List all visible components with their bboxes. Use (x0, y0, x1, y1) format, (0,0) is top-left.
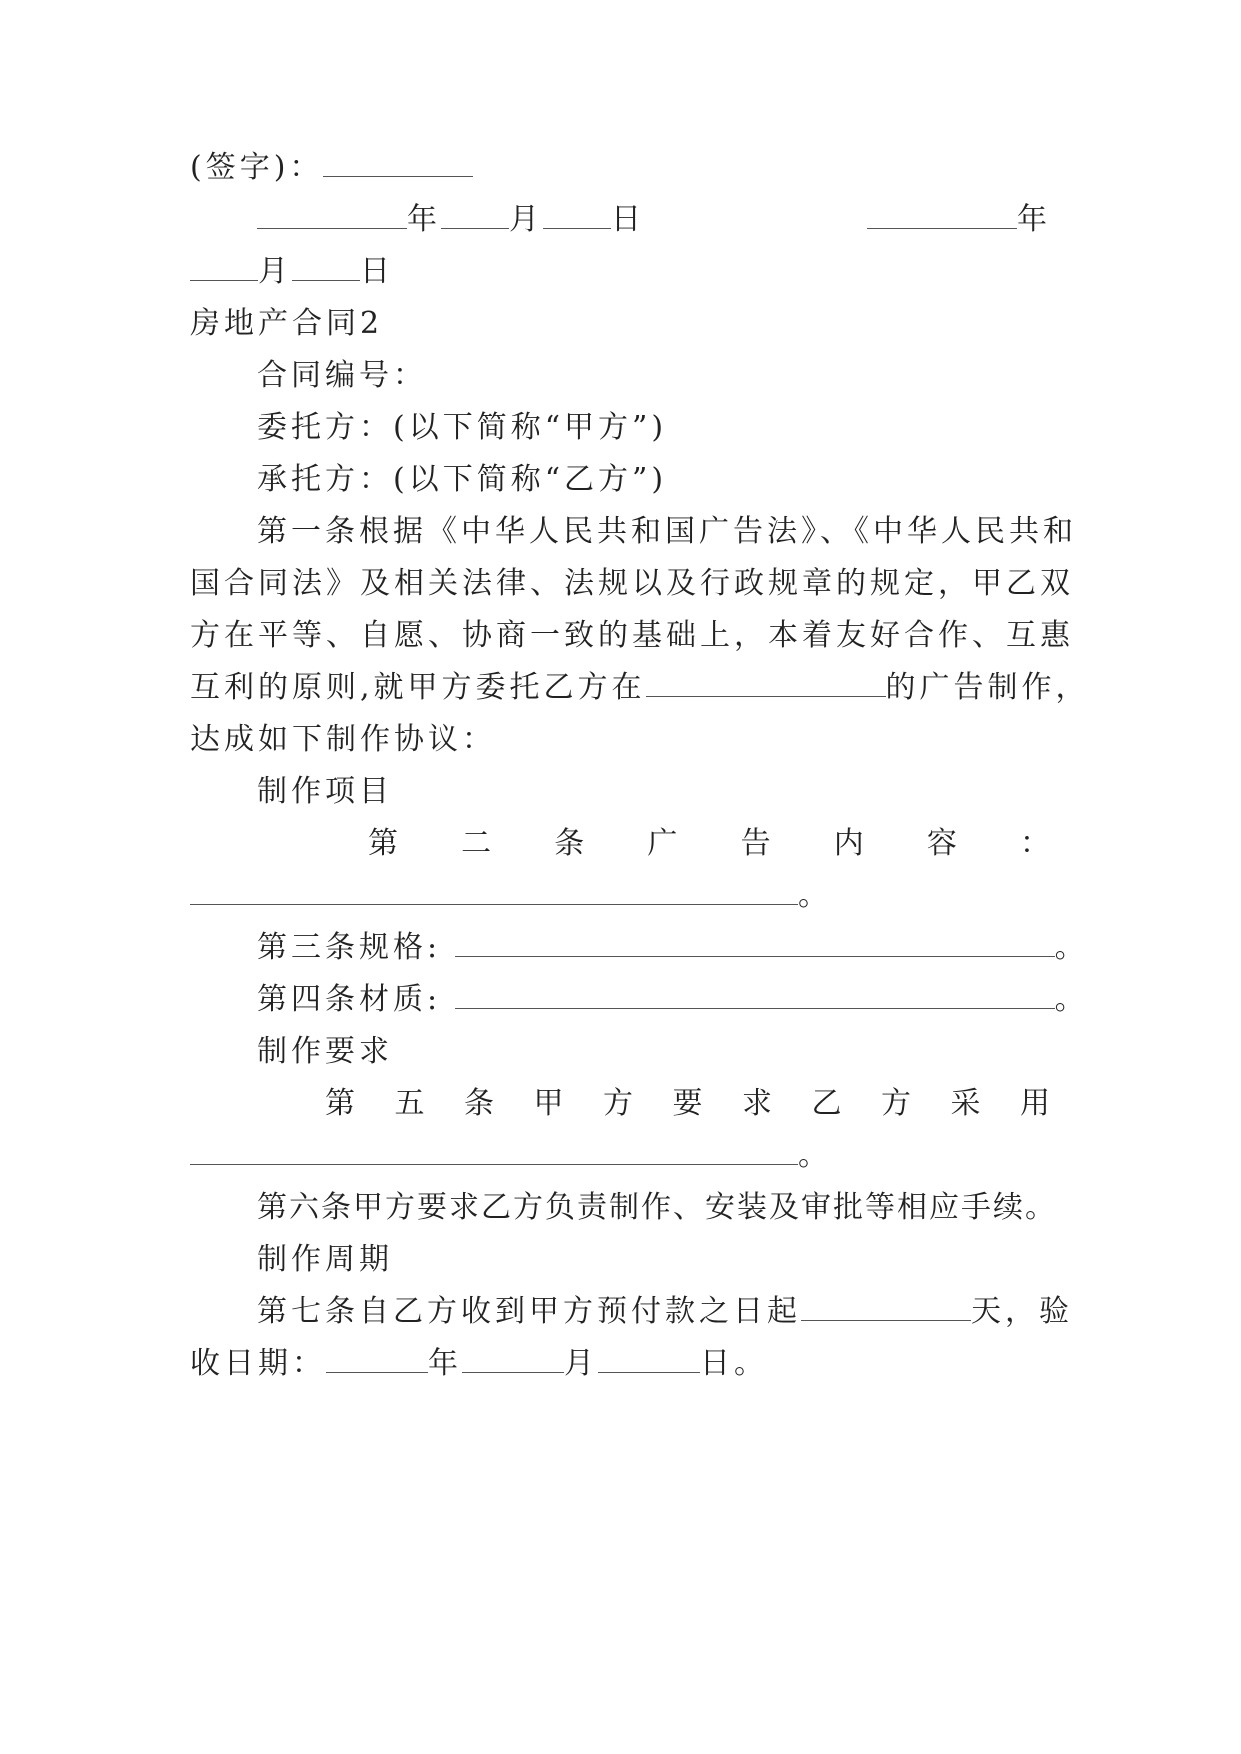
article-5-char: 用 (1020, 1086, 1050, 1121)
section-heading-items: 制作项目 (257, 774, 393, 809)
article-1-text: 互利的原则,就甲方委托乙方在 (190, 670, 646, 705)
month-label: 月 (564, 1346, 598, 1381)
article-5-char: 方 (603, 1086, 633, 1121)
acceptance-date-label: 收日期： (190, 1346, 326, 1381)
year-blank (326, 1344, 428, 1373)
year-label: 年 (428, 1346, 462, 1381)
article-3-label: 第三条规格: (257, 930, 442, 965)
article-3-line (257, 928, 1089, 968)
article-5-char: 五 (394, 1086, 425, 1121)
month-blank (462, 1344, 564, 1373)
article-7-line-1 (257, 1292, 1073, 1332)
article-2-char: 广 (647, 826, 678, 861)
article-7-text: 天，验 (971, 1294, 1073, 1329)
day-blank (598, 1344, 700, 1373)
article-7-line-2 (190, 1344, 1050, 1384)
day-label: 日 (360, 254, 394, 289)
day-label: 日 (611, 202, 645, 237)
article-1-line-4 (190, 668, 1090, 708)
article-2-char: 第 (368, 826, 398, 861)
period: 。 (1054, 982, 1089, 1017)
article-5-char: 求 (742, 1086, 772, 1121)
article-7-text: 第七条自乙方收到甲方预付款之日起 (257, 1294, 801, 1329)
method-blank (190, 1136, 798, 1165)
article-2-char: 内 (833, 826, 864, 861)
article-1-text: 的广告制作， (885, 670, 1090, 705)
article-2-char: 条 (554, 826, 585, 861)
article-5-blank-line (190, 1136, 1050, 1176)
period: 。 (798, 1138, 832, 1173)
article-1-line-3: 方在平等、自愿、协商一致的基础上，本着友好合作、互惠 (190, 618, 1074, 653)
year-blank (867, 200, 1017, 229)
article-5-char: 采 (950, 1086, 981, 1121)
article-5-char: 要 (672, 1086, 703, 1121)
day-blank (292, 252, 360, 281)
section-heading-requirements: 制作要求 (257, 1034, 393, 1069)
article-2-char: 告 (740, 826, 771, 861)
signature-line (190, 148, 1050, 188)
article-2-line (368, 824, 1050, 864)
article-5-char: 第 (325, 1086, 355, 1121)
article-2-char: ： (1019, 826, 1050, 861)
article-5-line (325, 1084, 1050, 1124)
article-5-char: 方 (881, 1086, 911, 1121)
signature-label: (签字)： (190, 150, 324, 185)
article-2-blank-line (190, 876, 1050, 916)
year-label: 年 (407, 202, 441, 237)
year-blank (257, 200, 407, 229)
article-5-char: 甲 (533, 1086, 564, 1121)
month-label: 月 (509, 202, 543, 237)
day-blank (543, 200, 611, 229)
spec-blank (455, 928, 1055, 957)
article-1-line-2: 国合同法》及相关法律、法规以及行政规章的规定，甲乙双 (190, 566, 1074, 601)
material-blank (455, 980, 1055, 1009)
ad-content-blank (190, 876, 798, 905)
second-date-start (867, 200, 1051, 240)
location-blank (646, 668, 886, 697)
period: 。 (798, 878, 832, 913)
article-6-line: 第六条甲方要求乙方负责制作、安装及审批等相应手续。 (257, 1190, 1057, 1225)
month-blank (441, 200, 509, 229)
month-label: 月 (258, 254, 292, 289)
day-label: 日。 (700, 1346, 768, 1381)
article-4-label: 第四条材质: (257, 982, 442, 1017)
contract-number: 合同编号： (257, 358, 427, 393)
date-line-1 (257, 200, 1050, 240)
contractor-party: 承托方：(以下简称“乙方”) (257, 462, 668, 497)
section-heading-period: 制作周期 (257, 1242, 393, 1277)
article-5-char: 条 (464, 1086, 494, 1121)
date-line-2 (190, 252, 1050, 292)
article-1-line-5: 达成如下制作协议： (190, 722, 496, 757)
period: 。 (1054, 930, 1089, 965)
article-1-line-1: 第一条根据《中华人民共和国广告法》、《中华人民共和 (257, 514, 1077, 549)
year-label: 年 (1017, 202, 1051, 237)
month-blank (190, 252, 258, 281)
signature-blank (323, 148, 473, 177)
client-party: 委托方：(以下简称“甲方”) (257, 410, 668, 445)
article-4-line (257, 980, 1089, 1020)
contract-title: 房地产合同2 (190, 306, 384, 341)
days-blank (801, 1292, 971, 1321)
article-2-char: 二 (461, 826, 492, 861)
article-5-char: 乙 (811, 1086, 842, 1121)
article-2-char: 容 (926, 826, 957, 861)
